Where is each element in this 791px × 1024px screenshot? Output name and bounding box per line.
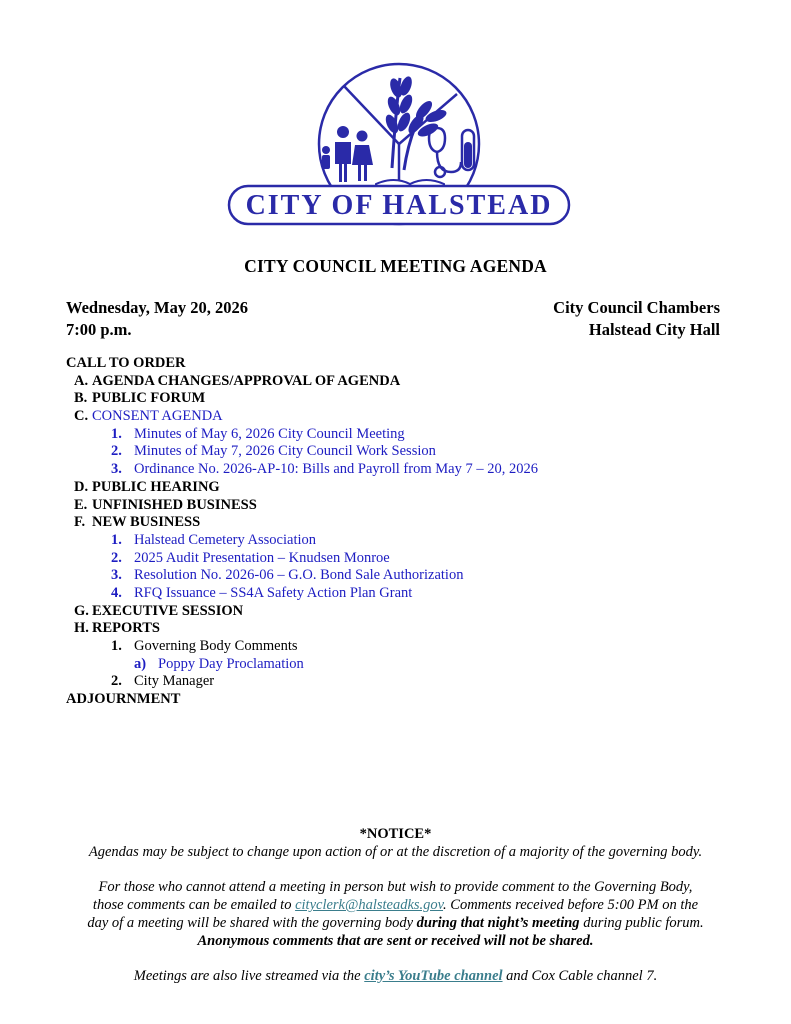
agenda-item: [66, 373, 746, 391]
meeting-time: 7:00 p.m.: [66, 320, 132, 339]
agenda-item: [66, 514, 746, 532]
item-marker: 2.: [111, 673, 122, 690]
meeting-where: [553, 297, 720, 341]
item-text: 2025 Audit Presentation – Knudsen Monroe: [134, 549, 390, 566]
item-marker: 3.: [111, 567, 122, 584]
call-to-order: CALL TO ORDER: [66, 355, 186, 371]
meeting-place: City Council Chambers: [553, 298, 720, 317]
notice-text: during public forum.: [579, 915, 704, 931]
item-text: REPORTS: [92, 620, 160, 637]
notice-text: Meetings are also live streamed via the: [133, 968, 365, 984]
item-text: Poppy Day Proclamation: [158, 655, 304, 672]
agenda-subitem: [66, 567, 746, 585]
item-text: EXECUTIVE SESSION: [92, 602, 244, 619]
agenda-subitem: [66, 673, 746, 691]
item-text: PUBLIC HEARING: [92, 478, 220, 495]
notice-text: day of a meeting will be shared with the governing body: [87, 915, 417, 931]
item-marker: A.: [74, 372, 89, 389]
item-marker: 3.: [111, 461, 122, 478]
meeting-building: Halstead City Hall: [588, 320, 720, 339]
agenda-subitem: [66, 550, 746, 568]
medical-icon: [429, 128, 461, 177]
agenda-item: [66, 620, 746, 638]
item-marker: C.: [74, 408, 89, 425]
logo-text: CITY OF HALSTEAD: [245, 190, 553, 221]
agenda-subitem: [66, 443, 746, 461]
item-text: Governing Body Comments: [134, 638, 298, 654]
test-tube-icon: [462, 130, 474, 170]
item-text: Resolution No. 2026-06 – G.O. Bond Sale Authorization: [134, 567, 464, 584]
item-text: Minutes of May 7, 2026 City Council Work Session: [134, 443, 436, 460]
agenda-item: [66, 497, 746, 515]
item-text: AGENDA CHANGES/APPROVAL OF AGENDA: [92, 372, 401, 389]
item-text: City Manager: [134, 673, 215, 690]
email-link[interactable]: cityclerk@halsteadks.gov: [295, 897, 444, 913]
item-marker: 1.: [111, 531, 122, 548]
item-text: UNFINISHED BUSINESS: [92, 496, 257, 513]
item-marker: F.: [74, 514, 86, 531]
item-text: PUBLIC FORUM: [92, 390, 206, 407]
notice-text: those comments can be emailed to: [92, 897, 296, 913]
item-text: CONSENT AGENDA: [92, 408, 223, 425]
item-marker: 4.: [111, 584, 122, 601]
notice-line-1: Agendas may be subject to change upon action of or at the discretion of a majority of the governing body.: [88, 844, 703, 860]
item-text: RFQ Issuance – SS4A Safety Action Plan Grant: [134, 584, 413, 601]
item-marker: G.: [74, 602, 89, 619]
item-marker: H.: [74, 620, 89, 637]
notice-section: [0, 825, 791, 985]
notice-heading: *NOTICE*: [359, 826, 432, 842]
item-marker: D.: [74, 478, 89, 495]
agenda-list: [66, 355, 746, 709]
notice-anonymous: Anonymous comments that are sent or received will not be shared.: [197, 933, 594, 949]
notice-comment-line-1: For those who cannot attend a meeting in person but wish to provide comment to the Governing Body,: [98, 879, 693, 895]
agenda-item: [66, 603, 746, 621]
meeting-when: [66, 297, 248, 341]
agenda-subitem: [66, 426, 746, 444]
item-marker: 2.: [111, 443, 122, 460]
notice-stream-line: [0, 967, 791, 985]
item-marker: 1.: [111, 425, 122, 442]
agenda-subitem: [66, 532, 746, 550]
notice-comment-line-2: [0, 896, 791, 914]
item-marker: E.: [74, 496, 88, 513]
agenda-item: [66, 479, 746, 497]
item-marker: 2.: [111, 549, 122, 566]
agenda-subitem: [66, 638, 746, 656]
item-text: Halstead Cemetery Association: [134, 531, 317, 548]
item-text: NEW BUSINESS: [92, 514, 201, 531]
notice-text: and Cox Cable channel 7.: [502, 968, 658, 984]
notice-text: . Comments received before 5:00 PM on the: [443, 897, 699, 913]
agenda-subsubitem: [66, 656, 746, 674]
item-text: Minutes of May 6, 2026 City Council Meeting: [134, 425, 405, 442]
notice-comment-line-3: [0, 914, 791, 932]
agenda-subitem: [66, 585, 746, 603]
item-text: Ordinance No. 2026-AP-10: Bills and Payroll from May 7 – 20, 2026: [134, 461, 538, 478]
adjournment: ADJOURNMENT: [66, 691, 181, 708]
item-marker: B.: [74, 390, 88, 407]
youtube-link[interactable]: city’s YouTube channel: [364, 968, 503, 984]
agenda-item: [66, 390, 746, 408]
page-title: CITY COUNCIL MEETING AGENDA: [244, 256, 547, 276]
city-of-halstead-logo: [224, 58, 574, 228]
notice-emphasis: during that night’s meeting: [416, 915, 580, 931]
meeting-date: Wednesday, May 20, 2026: [66, 298, 248, 317]
agenda-item: [66, 408, 746, 426]
family-icon: [322, 126, 373, 182]
agenda-subitem: [66, 461, 746, 479]
item-marker: 1.: [111, 638, 122, 654]
item-marker: a): [134, 655, 147, 672]
